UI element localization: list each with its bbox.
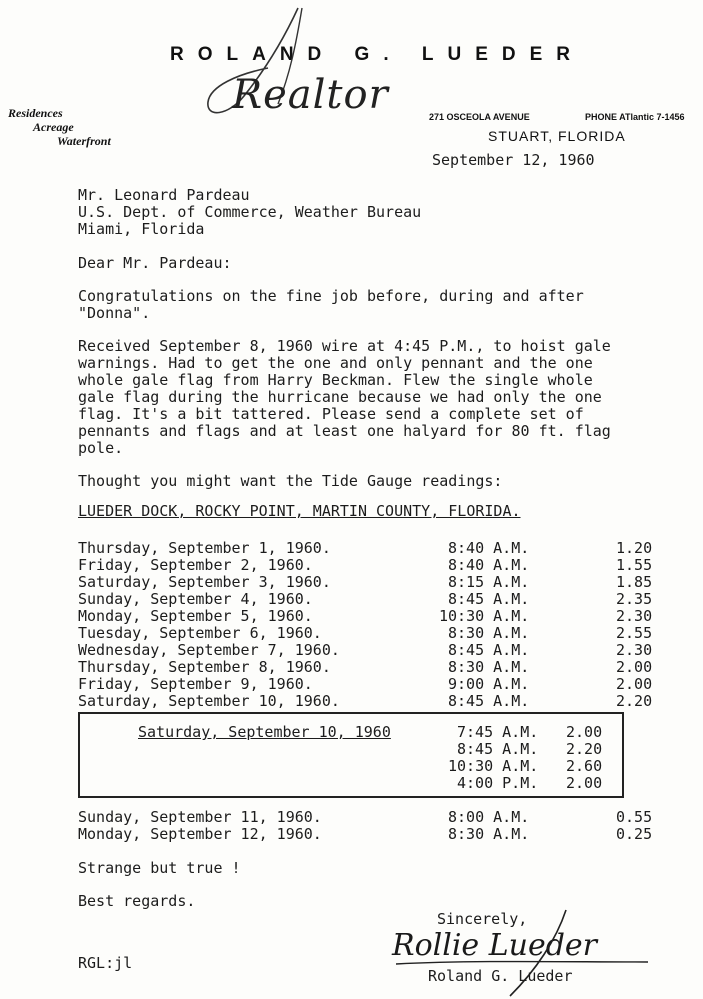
- reading-time: 8:45 A.M.: [448, 692, 530, 710]
- recipient-line: Miami, Florida: [78, 220, 205, 238]
- reading-time: 8:40 A.M.: [448, 539, 530, 557]
- reading-day: Friday, September 2, 1960.: [78, 556, 313, 574]
- paragraph-line: gale flag during the hurricane because we had only the one: [78, 388, 602, 406]
- paragraph-line: whole gale flag from Harry Beckman. Flew the single whole: [78, 371, 593, 389]
- reading-day: Thursday, September 1, 1960.: [78, 539, 331, 557]
- paragraph-line: Thought you might want the Tide Gauge readings:: [78, 472, 503, 490]
- reading-day: Wednesday, September 7, 1960.: [78, 641, 340, 659]
- boxed-value: 2.60: [566, 757, 603, 775]
- reading-day: Saturday, September 3, 1960.: [78, 573, 331, 591]
- salutation: Dear Mr. Pardeau:: [78, 254, 232, 272]
- sincerely-line: Sincerely,: [437, 910, 528, 928]
- reading-value: 1.55: [616, 556, 653, 574]
- signer-name: Roland G. Lueder: [428, 967, 573, 985]
- reading-value: 2.30: [616, 607, 653, 625]
- closing-line: Best regards.: [78, 892, 196, 910]
- specialty-waterfront: Waterfront: [57, 134, 111, 148]
- letterhead-address: 271 OSCEOLA AVENUE: [429, 112, 530, 122]
- recipient-line: U.S. Dept. of Commerce, Weather Bureau: [78, 203, 422, 221]
- reading-value: 2.00: [616, 675, 653, 693]
- reading-value: 1.85: [616, 573, 653, 591]
- reading-value: 2.00: [616, 658, 653, 676]
- reading-day: Thursday, September 8, 1960.: [78, 658, 331, 676]
- specialty-acreage: Acreage: [33, 120, 74, 134]
- paragraph-line: "Donna".: [78, 304, 151, 322]
- boxed-value: 2.00: [566, 774, 603, 792]
- remark-line: Strange but true !: [78, 859, 241, 877]
- paragraph-line: Received September 8, 1960 wire at 4:45 P.M., to hoist gale: [78, 337, 611, 355]
- letterhead-name: ROLAND G. LUEDER: [170, 44, 584, 65]
- recipient-line: Mr. Leonard Pardeau: [78, 186, 250, 204]
- tide-location-heading: LUEDER DOCK, ROCKY POINT, MARTIN COUNTY, FLORIDA.: [78, 502, 521, 520]
- reading-day: Sunday, September 4, 1960.: [78, 590, 313, 608]
- reading-day: Sunday, September 11, 1960.: [78, 808, 322, 826]
- boxed-time: 4:00 P.M.: [457, 774, 539, 792]
- letter-date: September 12, 1960: [432, 151, 595, 169]
- reading-time: 10:30 A.M.: [439, 607, 530, 625]
- reading-value: 0.55: [616, 808, 653, 826]
- paragraph-line: pole.: [78, 439, 124, 457]
- boxed-time: 8:45 A.M.: [457, 740, 539, 758]
- reading-time: 9:00 A.M.: [448, 675, 530, 693]
- boxed-time: 7:45 A.M.: [457, 723, 539, 741]
- reading-value: 0.25: [616, 825, 653, 843]
- boxed-value: 2.20: [566, 740, 603, 758]
- reading-value: 2.20: [616, 692, 653, 710]
- reading-time: 8:15 A.M.: [448, 573, 530, 591]
- reading-time: 8:00 A.M.: [448, 808, 530, 826]
- boxed-time: 10:30 A.M.: [448, 757, 539, 775]
- reading-time: 8:45 A.M.: [448, 641, 530, 659]
- boxed-day: Saturday, September 10, 1960: [138, 723, 391, 741]
- reading-day: Saturday, September 10, 1960.: [78, 692, 340, 710]
- handwritten-signature: Rollie Lueder: [392, 928, 598, 963]
- reading-day: Monday, September 12, 1960.: [78, 825, 322, 843]
- reading-value: 2.55: [616, 624, 653, 642]
- paragraph-line: warnings. Had to get the one and only pennant and the one: [78, 354, 593, 372]
- reading-value: 1.20: [616, 539, 653, 557]
- reading-value: 2.35: [616, 590, 653, 608]
- letterhead-phone: PHONE ATlantic 7-1456: [585, 112, 685, 122]
- reading-value: 2.30: [616, 641, 653, 659]
- letterhead-title-script: Realtor: [232, 72, 389, 118]
- paragraph-line: flag. It's a bit tattered. Please send a complete set of: [78, 405, 584, 423]
- reading-time: 8:30 A.M.: [448, 658, 530, 676]
- boxed-value: 2.00: [566, 723, 603, 741]
- reading-time: 8:30 A.M.: [448, 624, 530, 642]
- reading-day: Monday, September 5, 1960.: [78, 607, 313, 625]
- reading-day: Friday, September 9, 1960.: [78, 675, 313, 693]
- paragraph-line: Congratulations on the fine job before, during and after: [78, 287, 584, 305]
- letterhead-city: STUART, FLORIDA: [488, 128, 626, 144]
- reading-time: 8:40 A.M.: [448, 556, 530, 574]
- reading-time: 8:30 A.M.: [448, 825, 530, 843]
- reference-initials: RGL:jl: [78, 954, 133, 972]
- reading-time: 8:45 A.M.: [448, 590, 530, 608]
- paragraph-line: pennants and flags and at least one halyard for 80 ft. flag: [78, 422, 611, 440]
- reading-day: Tuesday, September 6, 1960.: [78, 624, 322, 642]
- specialty-residences: Residences: [8, 106, 63, 120]
